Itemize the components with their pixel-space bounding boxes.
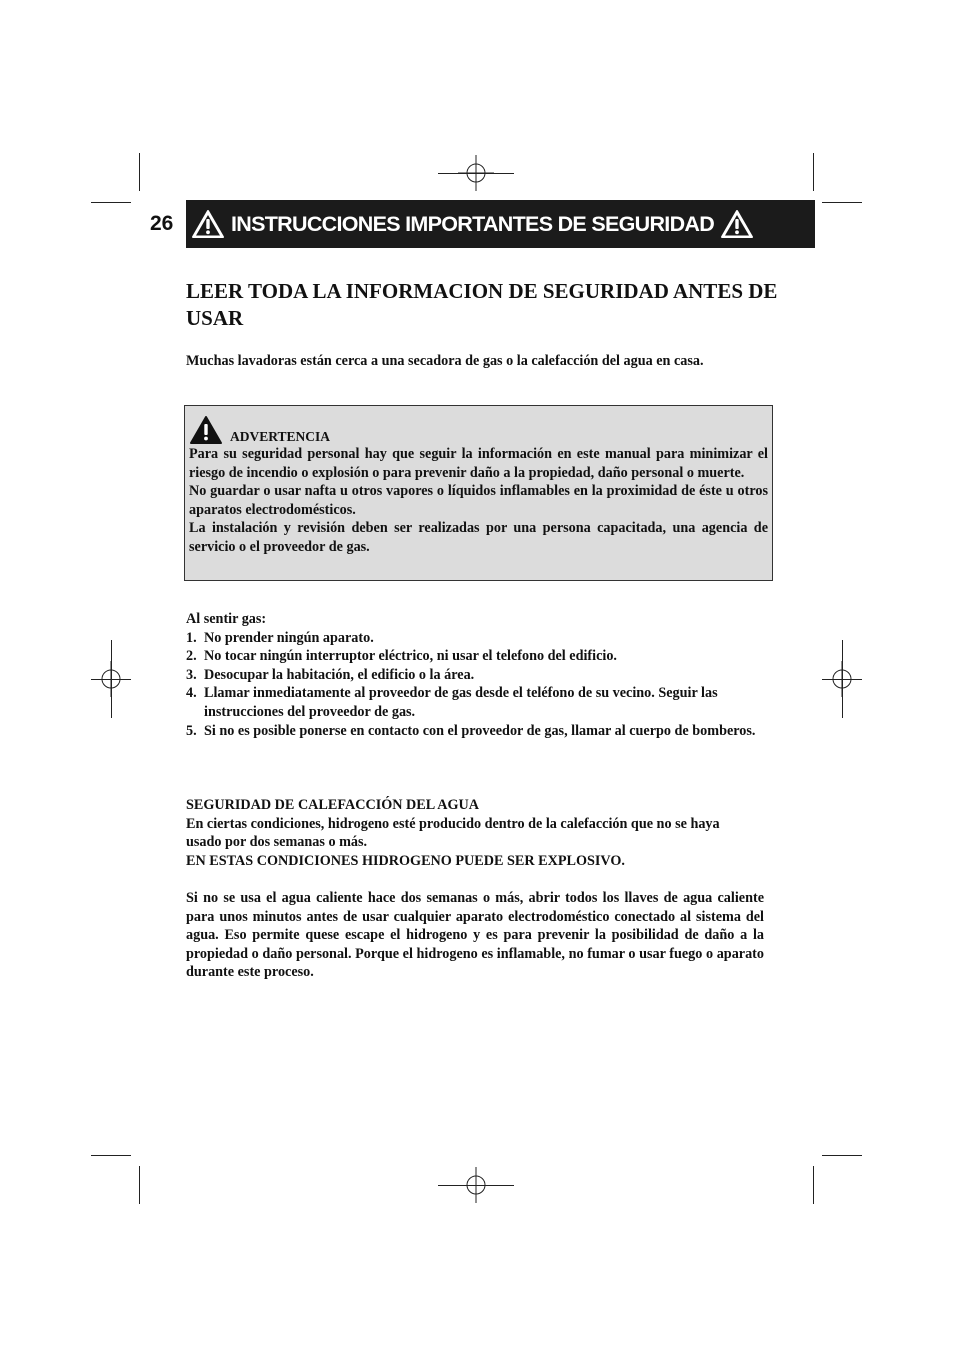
list-number: 5.: [186, 722, 197, 739]
list-text: Llamar inmediatamente al proveedor de gas desde el teléfono de su vecino. Seguir las instrucciones del proveedor de gas.: [204, 685, 718, 720]
list-number: 4.: [186, 685, 197, 702]
gas-steps-list: [186, 629, 756, 741]
crop-mark-icon: [813, 1166, 814, 1204]
warning-label: ADVERTENCIA: [230, 429, 331, 444]
page-number: 26: [150, 212, 174, 235]
warning-triangle-icon: [720, 209, 754, 239]
page-title: INSTRUCCIONES IMPORTANTES DE SEGURIDAD: [231, 211, 715, 236]
body-paragraph: En ciertas condiciones, hidrogeno esté producido dentro de la calefacción que no se haya usado por dos semanas o más.: [186, 815, 720, 851]
gas-heading: Al sentir gas:: [186, 611, 267, 627]
crop-mark-icon: [438, 1185, 514, 1186]
crop-mark-icon: [91, 202, 131, 203]
list-text: No prender ningún aparato.: [204, 629, 374, 646]
crop-mark-icon: [822, 1155, 862, 1156]
list-item: [186, 629, 756, 648]
list-item: [186, 684, 756, 721]
warning-paragraph: Para su seguridad personal hay que seguir la información en este manual para minimizar el riesgo de incendio o explosión o para prevenir daño a la propiedad, daño personal o muerte.: [189, 446, 768, 481]
list-item: [186, 722, 756, 741]
crop-mark-icon: [822, 202, 862, 203]
list-text: Desocupar la habitación, el edificio o la área.: [204, 666, 475, 683]
title-bar: [186, 200, 815, 248]
intro-text: Muchas lavadoras están cerca a una secadora de gas o la calefacción del agua en casa.: [186, 353, 704, 369]
list-number: 1.: [186, 629, 197, 646]
list-text: Si no es posible ponerse en contacto con el proveedor de gas, llamar al cuerpo de bomberos.: [204, 722, 756, 739]
list-item: [186, 647, 756, 666]
list-number: 2.: [186, 648, 197, 665]
main-heading: LEER TODA LA INFORMACION DE SEGURIDAD ANTES DE USAR: [186, 279, 778, 330]
warning-triangle-icon: [189, 415, 223, 445]
list-text: No tocar ningún interruptor eléctrico, ni usar el telefono del edificio.: [204, 648, 617, 665]
gas-section: [186, 610, 756, 740]
crop-mark-icon: [813, 153, 814, 191]
body-paragraph: Si no se usa el agua caliente hace dos semanas o más, abrir todos los llaves de agua caliente para unos minutos antes de usar cualquier aparato electrodoméstico conectado al sistema del agua. Eso permite quese escape el hidrogeno y es para prevenir la posibilidad de daño a la propiedad o daño personal. Porque el hidrogeno es inflamable, no fumar o usar fuego o aparato durante este proceso.: [186, 889, 764, 981]
water-heater-section: [186, 796, 764, 982]
warning-paragraph: La instalación y revisión deben ser realizadas por una persona capacitada, una agencia de servicio o el proveedor de gas.: [189, 520, 768, 555]
warning-paragraph: No guardar o usar nafta u otros vapores o líquidos inflamables en la proximidad de éste u otros aparatos electrodomésticos.: [189, 483, 768, 518]
warning-triangle-icon: [191, 209, 225, 239]
warning-header: [189, 411, 768, 445]
list-item: [186, 666, 756, 685]
warning-box: [184, 405, 773, 581]
crop-mark-icon: [139, 153, 140, 191]
crop-mark-icon: [139, 1166, 140, 1204]
section-heading: SEGURIDAD DE CALEFACCIÓN DEL AGUA: [186, 797, 479, 813]
page-header: [140, 200, 815, 248]
crop-mark-icon: [822, 679, 862, 680]
crop-mark-icon: [438, 173, 514, 174]
list-number: 3.: [186, 666, 197, 683]
crop-mark-icon: [91, 679, 131, 680]
emphasis-text: EN ESTAS CONDICIONES HIDROGENO PUEDE SER EXPLOSIVO.: [186, 852, 625, 869]
crop-mark-icon: [91, 1155, 131, 1156]
